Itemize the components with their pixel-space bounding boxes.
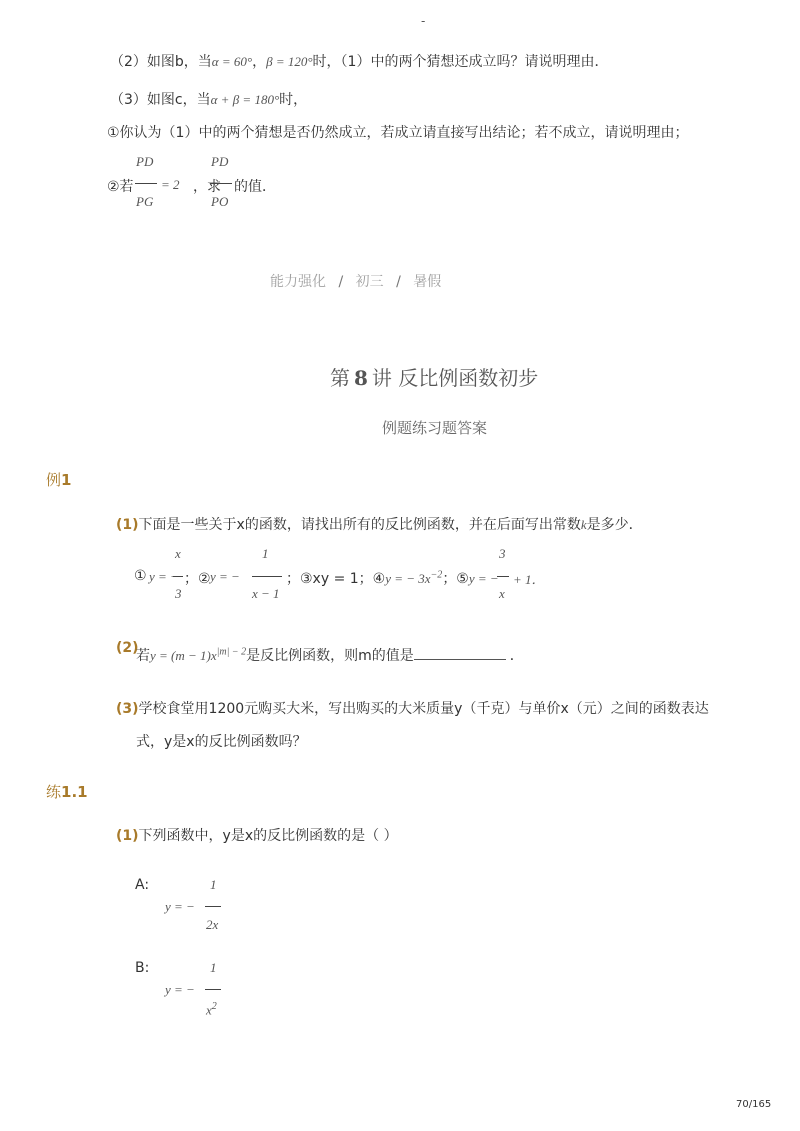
option-b-den-sup: 2 [211,1001,217,1012]
ex1-f5-lhs: y = − [468,571,499,586]
option-b-den [206,1001,217,1018]
ex1-p1-text2: 是多少． [586,517,643,533]
lecture-title [330,362,538,391]
ex1-f1-den: 3 [175,586,182,601]
ex1-p2-text: 是反比例函数，则m的值是 [246,648,414,664]
example-1-label [46,469,71,490]
option-b-label[interactable]: B: [135,960,150,976]
ex1-p2-pre: 若 [136,648,150,664]
ex1-f2-prefix: ；② [184,571,211,587]
breadcrumb [270,271,441,291]
prev-q3-2-mid: ，求 [193,179,221,195]
option-b-num: 1 [210,960,217,975]
practice-1-1-label [46,781,88,802]
prev-q3-1: ①你认为（1）中的两个猜想是否仍然成立，若成立请直接写出结论；若不成立，请说明理由； [107,125,689,141]
ex1-p3-line2: 式，y是x的反比例函数吗？ [136,734,307,750]
breadcrumb-item-2: 初三 [355,274,384,290]
breadcrumb-item-1: 能力强化 [270,274,326,290]
ex1-f5-tail: + 1． [513,572,545,587]
page-number: 70/165 [736,1099,772,1110]
ex1-f5-prefix: ；⑤ [442,571,469,587]
ex1-f1-lhs: y = − [149,569,179,584]
breadcrumb-sep-2: / [396,274,401,290]
option-a-lhs: y = − [165,899,195,914]
ex1-p2-num: (2) [116,640,139,656]
prev-q3-math: α + β = 180° [210,92,280,107]
prev-q2-suffix: 时，（1）中的两个猜想还成立吗？请说明理由． [312,54,609,70]
ex1-f1-line [173,576,183,577]
ex1-f5-line [497,576,509,577]
prev-q2-sep: ， [252,54,267,70]
lecture-title-post: 讲 反比例函数初步 [371,366,539,390]
ex1-p3-line1 [116,698,709,718]
ex1-p1-num: (1) [116,517,139,533]
lecture-title-num: 8 [354,366,368,390]
practice-1-1-label-pre: 练 [46,783,62,801]
ex1-f3-text: ；③xy = 1；④ [286,571,386,587]
ex1-f2-lhs: y = − [210,569,240,584]
prev-q3-2-frac2-line [210,183,232,184]
pr11-p1-text: 下列函数中，y是x的反比例函数的是（ ） [138,828,398,844]
ex1-f5-den: x [499,586,505,601]
option-b-lhs: y = − [165,982,195,997]
practice-1-1-label-num: 1.1 [61,783,88,801]
ex1-f3 [286,568,499,588]
ex1-f1-prefix: ① [134,568,147,584]
ex1-p2-line [136,645,524,665]
prev-q2-beta: β = 120° [266,54,313,69]
ex1-p3-num: (3) [116,701,139,717]
prev-q3 [110,89,307,109]
header-mark: - [421,14,426,28]
example-1-label-num: 1 [61,471,72,489]
lecture-title-pre: 第 [330,366,350,390]
prev-q2-alpha: α = 60° [211,54,253,69]
prev-q3-2-frac1-num: PD [136,154,154,169]
prev-q3-2-frac1-line [135,183,157,184]
prev-q3-suffix: 时， [279,92,308,108]
option-b-den-base: x [206,1002,212,1018]
option-a-den: 2x [206,917,219,932]
ex1-f5-num: 3 [499,546,506,561]
option-b-line [205,989,221,990]
ex1-p3-text1: 学校食堂用1200元购买大米，写出购买的大米质量y（千克）与单价x（元）之间的函数表达 [138,701,709,717]
option-a-line [205,906,221,907]
ex1-f4-sup: −2 [430,569,443,581]
ex1-p2-math: y = (m − 1)x [150,648,217,663]
prev-q2-prefix: （2）如图b，当 [110,54,212,70]
option-a-num: 1 [210,877,217,892]
breadcrumb-item-3: 暑假 [413,274,442,290]
breadcrumb-sep-1: / [338,274,344,290]
ex1-f2-den: x − 1 [252,586,280,601]
ex1-p1 [116,514,643,534]
ex1-f1-num: x [175,546,181,561]
prev-q3-2-eq: = 2 [161,177,180,192]
option-a-label[interactable]: A: [135,877,150,893]
example-1-label-pre: 例 [46,471,62,489]
ex1-f2-line [252,576,282,577]
pr11-p1 [116,825,398,845]
prev-q2 [110,51,608,71]
prev-q3-2-frac2-num: PD [211,154,229,169]
ex1-p2-end: ． [509,648,524,664]
ex1-p2-sup: |m| − 2 [216,646,247,658]
pr11-p1-num: (1) [116,828,139,844]
lecture-subtitle: 例题练习题答案 [382,419,488,437]
prev-q3-2-suffix: 的值． [234,179,276,195]
prev-q3-2-frac1-den: PG [136,194,154,209]
prev-q3-2-prefix: ②若 [107,179,134,195]
ex1-p1-text: 下面是一些关于x的函数，请找出所有的反比例函数，并在后面写出常数 [138,517,581,533]
answer-blank[interactable] [414,645,506,660]
prev-q3-2-frac2-den: PO [211,194,229,209]
ex1-f4: y = − 3x [385,571,431,586]
prev-q3-prefix: （3）如图c，当 [110,92,211,108]
ex1-f2-num: 1 [262,546,269,561]
ex1-p1-k: k [580,517,587,532]
